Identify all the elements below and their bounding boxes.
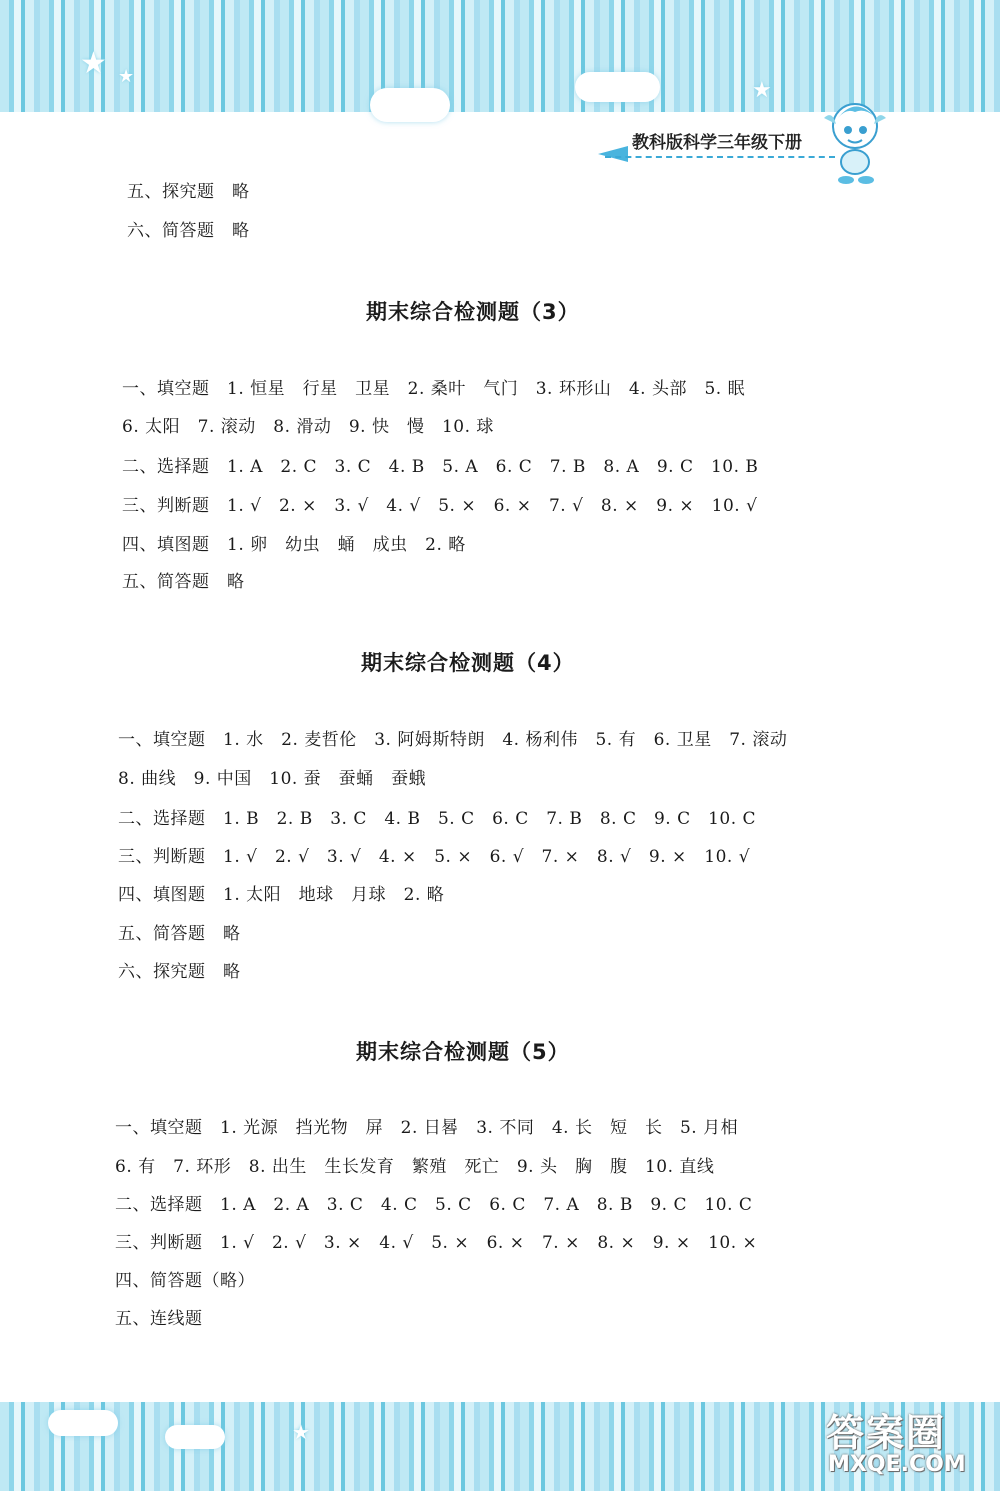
answer-line: 二、选择题 1. B 2. B 3. C 4. B 5. C 6. C 7. B 8. C 9. C 10. C — [118, 809, 757, 829]
answer-line: 四、填图题 1. 卵 幼虫 蛹 成虫 2. 略 — [122, 535, 466, 555]
answer-line: 五、简答题 略 — [122, 572, 245, 592]
answer-line: 三、判断题 1. √ 2. × 3. √ 4. √ 5. × 6. × 7. √ 8. × 9. × 10. √ — [122, 496, 758, 516]
answer-line: 6. 太阳 7. 滚动 8. 滑动 9. 快 慢 10. 球 — [122, 417, 494, 437]
answer-line: 8. 曲线 9. 中国 10. 蚕 蚕蛹 蚕蛾 — [118, 769, 427, 789]
section-heading: 期末综合检测题（5） — [356, 1040, 570, 1064]
cloud-decoration — [165, 1425, 225, 1449]
watermark-logo-text: 答案圈 — [826, 1411, 947, 1455]
mascot-icon — [818, 96, 892, 186]
star-icon: ★ — [118, 66, 135, 87]
cloud-decoration — [48, 1410, 118, 1436]
answer-line: 一、填空题 1. 水 2. 麦哲伦 3. 阿姆斯特朗 4. 杨利伟 5. 有 6. 卫星 7. 滚动 — [118, 730, 788, 750]
answer-line: 四、简答题（略） — [115, 1271, 255, 1291]
answer-line: 五、连线题 — [115, 1309, 203, 1329]
answer-line: 五、简答题 略 — [118, 924, 241, 944]
answer-line: 一、填空题 1. 恒星 行星 卫星 2. 桑叶 气门 3. 环形山 4. 头部 5. 眠 — [122, 379, 746, 399]
paper-plane-icon — [598, 146, 628, 162]
book-title: 教科版科学三年级下册 — [632, 133, 802, 153]
answer-line: 五、探究题 略 — [127, 182, 250, 202]
star-icon: ★ — [80, 46, 107, 81]
answer-line: 三、判断题 1. √ 2. √ 3. √ 4. × 5. × 6. √ 7. × 8. √ 9. × 10. √ — [118, 847, 751, 867]
cloud-decoration — [575, 72, 660, 102]
answer-line: 一、填空题 1. 光源 挡光物 屏 2. 日晷 3. 不同 4. 长 短 长 5. 月相 — [115, 1118, 739, 1138]
cloud-decoration — [370, 88, 450, 122]
star-icon: ★ — [292, 1420, 310, 1444]
answer-line: 二、选择题 1. A 2. C 3. C 4. B 5. A 6. C 7. B 8. A 9. C 10. B — [122, 457, 759, 477]
answer-line: 三、判断题 1. √ 2. √ 3. × 4. √ 5. × 6. × 7. × 8. × 9. × 10. × — [115, 1233, 758, 1253]
answer-line: 六、探究题 略 — [118, 962, 241, 982]
header-divider — [605, 156, 835, 158]
watermark — [820, 1400, 990, 1485]
answer-line: 四、填图题 1. 太阳 地球 月球 2. 略 — [118, 885, 445, 905]
star-icon: ★ — [752, 78, 772, 103]
watermark-url: MXQE.COM — [828, 1452, 966, 1477]
answer-line: 六、简答题 略 — [127, 221, 250, 241]
answer-line: 二、选择题 1. A 2. A 3. C 4. C 5. C 6. C 7. A 8. B 9. C 10. C — [115, 1195, 753, 1215]
section-heading: 期末综合检测题（3） — [366, 300, 580, 324]
answer-line: 6. 有 7. 环形 8. 出生 生长发育 繁殖 死亡 9. 头 胸 腹 10. 直线 — [115, 1157, 715, 1177]
section-heading: 期末综合检测题（4） — [361, 651, 575, 675]
